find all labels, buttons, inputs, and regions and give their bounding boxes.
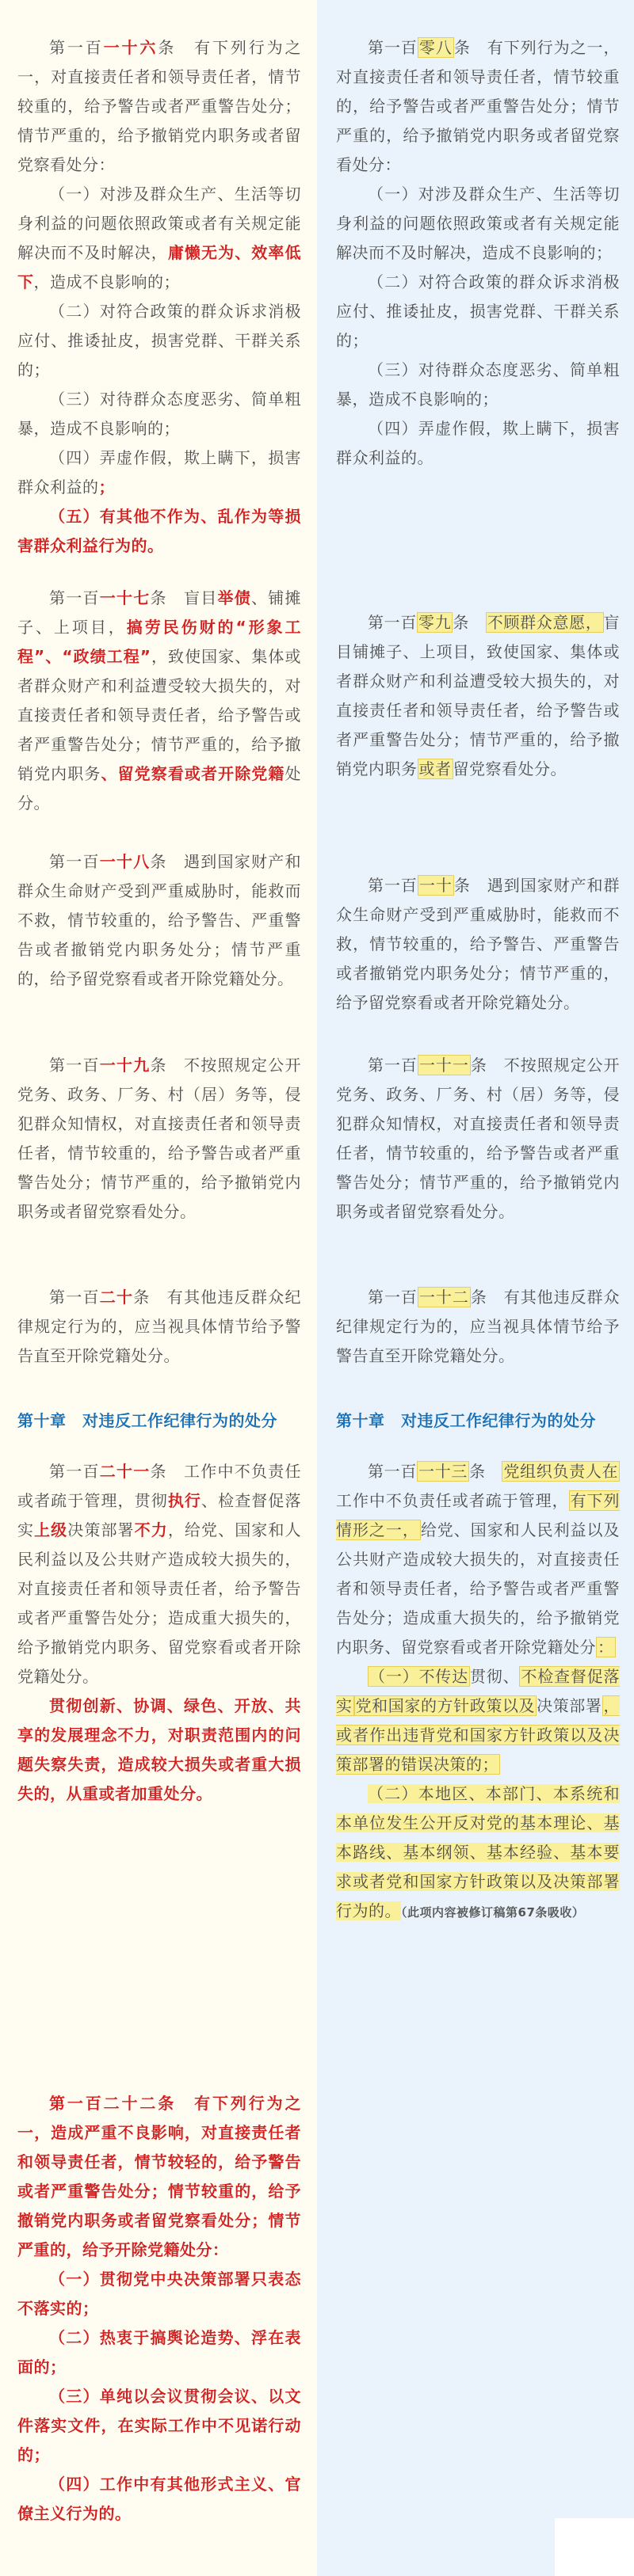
article-number-change: 一十八 xyxy=(99,852,151,871)
highlighted-text: 一十 xyxy=(418,876,453,895)
article-number-change: 一十六 xyxy=(103,38,158,57)
article-number-change: 一十七 xyxy=(99,588,151,607)
article-number-change: 二十一 xyxy=(99,1462,151,1481)
article-113-old-item-1: （一）不传达 贯彻、 不检查督促落实 党和国家的方针政策以及 决策部署 ，或者作出违背党和国家方针政策以及决策部署的错误决策的； xyxy=(336,1667,621,1774)
article-119-new: 第一百一十九条 不按照规定公开党务、政务、厂务、村（居）务等，侵犯群众知情权，对直接责任者和领导责任者，情节较重的，给予警告或者严重警告处分；情节严重的，给予撤销党内职务或者留党察看处分。 xyxy=(17,1056,301,1221)
added-text: 举债 xyxy=(217,588,251,607)
article-116-new-item-5: （五）有其他不作为、乱作为等损害群众利益行为的。 xyxy=(17,507,301,555)
article-116-new-item-1: （一）对涉及群众生产、生活等切身利益的问题依照政策或者有关规定能解决而不及时解决，庸懒无为、效率低下，造成不良影响的； xyxy=(17,185,301,291)
article-118-new: 第一百一十八条 遇到国家财产和群众生命财产受到严重威胁时，能救而不救，情节较重的，给予警告、严重警告或者撤销党内职务处分；情节严重的，给予留党察看或者开除党籍处分。 xyxy=(17,852,301,988)
article-122-new-item-4: （四）工作中有其他形式主义、官僚主义行为的。 xyxy=(17,2475,301,2523)
article-110-old: 第一百 一十 条 遇到国家财产和群众生命财产受到严重威胁时，能救而不救，情节较重的，给予警告、严重警告或者撤销党内职务处分；情节严重的，给予留党察看或者开除党籍处分。 xyxy=(336,876,621,1012)
highlighted-text: 不顾群众意愿， xyxy=(487,613,602,632)
highlighted-text: ，或者作出违背党和国家方针政策以及决策部署的错误决策的； xyxy=(336,1696,620,1774)
highlighted-text: 零八 xyxy=(418,38,453,57)
article-number-change: 一十九 xyxy=(99,1056,151,1075)
revision-note: （此项内容被修订稿第67条吸收） xyxy=(401,1905,585,1920)
article-116-new-head: 第一百一十六条 有下列行为之一，对直接责任者和领导责任者，情节较重的，给予警告或者严重警告处分；情节严重的，给予撤销党内职务或者留党察看处分： xyxy=(17,38,302,174)
article-116-new-item-3: （三）对待群众态度恶劣、简单粗暴，造成不良影响的； xyxy=(17,390,301,438)
highlighted-text: 党组织负责人在 xyxy=(503,1462,619,1481)
highlighted-text: 或者 xyxy=(418,759,452,778)
article-113-old: 第一百 一十三 条 党组织负责人在工作中不负责任或者疏于管理， 有下列情形之一， 给党、国家和人民利益以及公共财产造成较大损失的，对直接责任者和领导责任者，给予警告或者严重警告处分；造成重大损失的，给予撤销党内职务、留党察看或者开除党籍处分 ： （一）不传达 贯彻、 不检查督促落实 党和国家的方针政策以及 决策部署 ，或者作出违背党和国家方针政策以及决策部署的错误决策的； （二）本地区、本部门、本系统和本单位发生公开反对党的基本理论、基本路线、基本纲领、基本经验、基本要求或者党和国家方针政策以及决策部署行为的。（此项内容被修订稿第67条吸收） xyxy=(336,1457,620,1927)
highlighted-text: 零九 xyxy=(418,613,452,632)
article-121-new: 第一百二十一条 工作中不负责任或者疏于管理，贯彻执行、检查督促落实上级决策部署不力，给党、国家和人民利益以及公共财产造成较大损失的，对直接责任者和领导责任者，给予警告或者严重警告处分；造成重大损失的，给予撤销党内职务、留党察看或者开除党籍处分。 贯彻创新、协调、绿色、开放、共享的发展理念不力，对职责范围内的问题失察失责，造成较大损失或者重大损失的，从重或者加重处分。 xyxy=(17,1457,301,1809)
highlighted-text: 党和国家的方针政策以及 xyxy=(355,1696,536,1715)
highlighted-text: 有下列情形之一， xyxy=(336,1491,620,1539)
article-122-new-item-3: （三）单纯以会议贯彻会议、以文件落实文件，在实际工作中不见诺行动的； xyxy=(17,2387,301,2464)
added-text: 搞劳民伤财的“形象工程”、“政绩工程” xyxy=(17,618,302,666)
article-121-new-added-paragraph: 贯彻创新、协调、绿色、开放、共享的发展理念不力，对职责范围内的问题失察失责，造成较大损失或者重大损失的，从重或者加重处分。 xyxy=(17,1696,301,1803)
chapter-10-heading-new: 第十章 对违反工作纪律行为的处分 xyxy=(17,1411,277,1430)
article-108-old-item-3: （三）对待群众态度恶劣、简单粗暴，造成不良影响的； xyxy=(336,360,620,409)
article-120-new: 第一百二十条 有其他违反群众纪律规定行为的，应当视具体情节给予警告直至开除党籍处分。 xyxy=(17,1288,301,1365)
article-108-old-item-1: （一）对涉及群众生产、生活等切身利益的问题依照政策或者有关规定能解决而不及时解决，造成不良影响的； xyxy=(336,185,620,262)
article-116-new xyxy=(17,33,301,561)
highlighted-text: （一）不传达 xyxy=(369,1667,468,1686)
article-108-old-item-2: （二）对符合政策的群众诉求消极应付、推诿扯皮，损害党群、干群关系的； xyxy=(336,272,620,350)
article-122-new-head: 第一百二十二条 有下列行为之一，造成严重不良影响，对直接责任者和领导责任者，情节较轻的，给予警告或者严重警告处分；情节较重的，给予撤销党内职务或者留党察看处分；情节严重的，给予开除党籍处分： xyxy=(17,2094,301,2259)
highlighted-text: （二）本地区、本部门、本系统和本单位发生公开反对党的基本理论、基本路线、基本纲领、基本经验、基本要求或者党和国家方针政策以及决策部署行为的。 xyxy=(336,1784,620,1920)
article-number-change: 二十 xyxy=(99,1288,134,1307)
article-112-old: 第一百 一十二 条 有其他违反群众纪律规定行为的，应当视具体情节给予警告直至开除党籍处分。 xyxy=(336,1288,621,1365)
highlighted-text: 一十一 xyxy=(418,1056,469,1075)
added-text: 庸懒无为、效率低下 xyxy=(17,243,301,291)
added-text: 执行 xyxy=(167,1491,202,1510)
article-117-new: 第一百一十七条 盲目举债、铺摊子、上项目，搞劳民伤财的“形象工程”、“政绩工程”，致使国家、集体或者群众财产和利益遭受较大损失的，对直接责任者和领导责任者，给予警告或者严重警告处分；情节严重的，给予撤销党内职务、留党察看或者开除党籍处分。 xyxy=(17,588,302,812)
article-111-old: 第一百 一十一 条 不按照规定公开党务、政务、厂务、村（居）务等，侵犯群众知情权，对直接责任者和领导责任者，情节较重的，给予警告或者严重警告处分；情节严重的，给予撤销党内职务或者留党察看处分。 xyxy=(336,1056,621,1221)
article-108-old-item-4: （四）弄虚作假，欺上瞒下，损害群众利益的。 xyxy=(336,419,620,467)
article-116-new-item-4: （四）弄虚作假，欺上瞒下，损害群众利益的； xyxy=(17,448,301,497)
added-text: 上级 xyxy=(34,1520,68,1539)
highlighted-text: 一十三 xyxy=(418,1462,468,1481)
added-text: 不力 xyxy=(134,1520,168,1539)
highlighted-text: ： xyxy=(598,1638,614,1657)
right-column-old-text xyxy=(317,0,634,2576)
article-108-old: 第一百 零八 条 有下列行为之一，对直接责任者和领导责任者，情节较重的，给予警告或者严重警告处分；情节严重的，给予撤销党内职务或者留党察看处分： （一）对涉及群众生产、生活等切身利益的问题依照政策或者有关规定能解决而不及时解决，造成不良影响的； （二）对符合政策的群众诉求消极应付、推诿扯皮，损害党群、干群关系的； （三）对待群众态度恶劣、简单粗暴，造成不良影响的； （四）弄虚作假，欺上瞒下，损害群众利益的。 xyxy=(336,33,620,473)
article-122-new-item-1: （一）贯彻党中央决策部署只表态不落实的； xyxy=(17,2270,301,2318)
highlighted-text: 一十二 xyxy=(418,1288,469,1307)
article-116-new-item-2: （二）对符合政策的群众诉求消极应付、推诿扯皮，损害党群、干群关系的； xyxy=(17,302,301,379)
highlighted-text: 不检查督促落实 xyxy=(336,1667,621,1715)
added-text: 、留党察看或者开除党籍 xyxy=(101,764,285,783)
article-109-old: 第一百 零九 条 不顾群众意愿， 盲目铺摊子、上项目，致使国家、集体或者群众财产和利益遭受较大损失的，对直接责任者和领导责任者，给予警告或者严重警告处分；情节严重的，给予撤销党内职务 或者 留党察看处分。 xyxy=(336,613,621,778)
chapter-10-heading-old: 第十章 对违反工作纪律行为的处分 xyxy=(336,1411,596,1430)
corner-blank-area xyxy=(555,2518,634,2576)
article-113-old-item-2 xyxy=(336,1779,620,1927)
article-122-new-item-2: （二）热衷于搞舆论造势、浮在表面的； xyxy=(17,2328,301,2376)
article-122-new xyxy=(17,2089,301,2528)
